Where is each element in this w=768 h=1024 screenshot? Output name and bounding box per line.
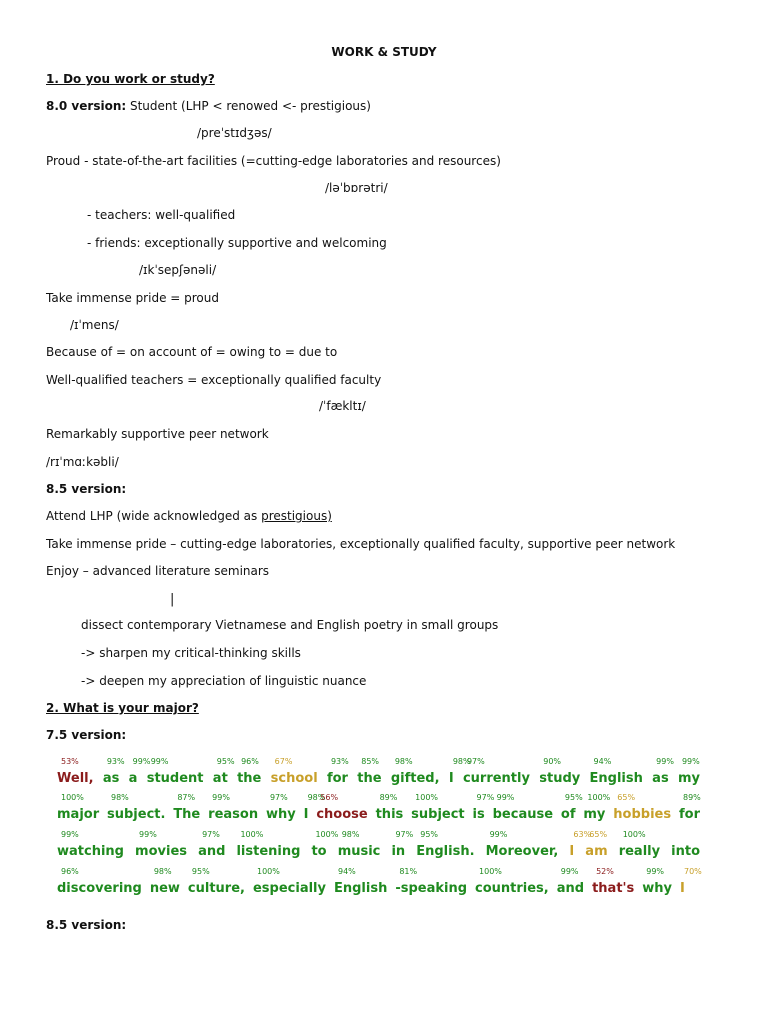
version-80-label: 8.0 version: [46,99,127,113]
scored-word: as [652,771,669,786]
scored-word: the [357,771,382,786]
confidence-percent: 98% [153,867,172,876]
scored-word: of [560,807,576,822]
confidence-percent: 98% [111,793,129,802]
confidence-percent: 99% [681,757,700,766]
ipa-laboratory: /ləˈbɒrətri/ [325,181,388,195]
confidence-percent: 89% [379,793,398,802]
text-cursor-mark: | [170,592,175,607]
scored-word: and [556,881,585,896]
scored-word: why [265,807,296,822]
confidence-percent: 100% [61,793,84,802]
scored-word: countries, [475,881,549,896]
confidence-percent: 99% [496,793,515,802]
confidence-percent: 65% [589,830,608,839]
version-85-label: 8.5 version: [46,482,127,496]
scored-word: this [375,807,404,822]
confidence-percent: 99% [150,757,169,766]
scored-word: am [585,844,608,859]
scored-word: I [679,881,685,896]
confidence-percent: 96% [241,757,259,766]
enjoy-line: Enjoy – advanced literature seminars [46,564,270,578]
proud-line: Proud - state-of-the-art facilities (=cutting-edge laboratories and resources) [46,154,501,168]
version-75-label: 7.5 version: [46,728,127,742]
confidence-percent: 89% [683,793,701,802]
scored-word: I [448,771,454,786]
confidence-percent: 94% [337,867,356,876]
version-85-label-q2: 8.5 version: [46,918,127,932]
scored-word: for [679,807,700,822]
scored-word: currently [462,771,530,786]
confidence-percent: 99% [212,793,230,802]
scored-word: especially [252,881,326,896]
confidence-percent: 85% [361,757,380,766]
scored-word: the [237,771,262,786]
scored-word: music [337,844,381,859]
scored-word: listening [236,844,301,859]
scored-word: -speaking [395,881,468,896]
scored-word: new [149,881,180,896]
confidence-percent: 67% [274,757,293,766]
confidence-percent: 99% [489,830,508,839]
scored-word: and [198,844,226,859]
scored-word: why [642,881,672,896]
scored-word: as [102,771,120,786]
well-qualified-line: Well-qualified teachers = exceptionally qualified faculty [46,373,382,387]
confidence-percent: 81% [399,867,418,876]
confidence-percent: 95% [216,757,235,766]
teachers-line: - teachers: well-qualified [87,208,236,222]
scored-word: is [472,807,485,822]
ipa-faculty: /ˈfækltɪ/ [319,399,366,413]
scored-word: I [303,807,309,822]
confidence-percent: 100% [587,793,611,802]
confidence-percent: 97% [466,757,485,766]
scored-word: hobbies [613,807,672,822]
ipa-immense: /ɪˈmens/ [70,318,119,332]
prestigious-underlined: prestigious) [261,509,332,523]
confidence-percent: 97% [476,793,495,802]
scored-word: for [326,771,348,786]
scored-word: my [677,771,700,786]
scored-word: really [618,844,661,859]
confidence-percent: 98% [341,830,360,839]
confidence-percent: 99% [646,867,665,876]
ipa-prestigious: /preˈstɪdʒəs/ [197,126,272,140]
scored-word: choose [316,807,368,822]
scored-word: English [333,881,388,896]
scored-word: to [311,844,327,859]
confidence-percent: 95% [420,830,439,839]
scored-word: watching [57,844,124,859]
scored-word: school [270,771,318,786]
confidence-percent: 94% [593,757,612,766]
confidence-percent: 87% [177,793,196,802]
confidence-percent: 100% [479,867,502,876]
deepen-line: -> deepen my appreciation of linguistic nuance [81,674,367,688]
scored-word: into [671,844,700,859]
version-80-text: Student (LHP < renowed <- prestigious) [126,99,371,113]
confidence-percent: 65% [617,793,636,802]
confidence-percent: 63% [573,830,592,839]
confidence-percent: 99% [139,830,157,839]
confidence-percent: 100% [256,867,280,876]
take-pride-85-line: Take immense pride – cutting-edge laboratories, exceptionally qualified faculty, supportive peer network [46,537,676,551]
confidence-percent: 96% [61,867,79,876]
sharpen-line: -> sharpen my critical-thinking skills [81,646,301,660]
confidence-percent: 56% [320,793,339,802]
page-title: WORK & STUDY [331,45,437,59]
confidence-percent: 99% [560,867,579,876]
remarkably-line: Remarkably supportive peer network [46,427,269,441]
dissect-line: dissect contemporary Vietnamese and English poetry in small groups [81,618,499,632]
confidence-percent: 99% [656,757,674,766]
confidence-percent: 100% [415,793,439,802]
scored-word: The [173,807,201,822]
scored-word: gifted, [390,771,440,786]
scored-word: my [583,807,606,822]
scored-word: English [589,771,643,786]
scored-word: I [569,844,575,859]
confidence-percent: 52% [596,867,614,876]
scored-word: major [57,807,100,822]
scored-word: Moreover, [485,844,559,859]
attend-text: Attend LHP (wide acknowledged as [46,509,262,523]
scored-word: subject [411,807,465,822]
confidence-percent: 95% [191,867,210,876]
confidence-percent: 99% [61,830,79,839]
confidence-percent: 98% [307,793,326,802]
scored-word: student [146,771,204,786]
scored-word: study [539,771,581,786]
confidence-percent: 70% [683,867,702,876]
scored-word: subject. [107,807,166,822]
confidence-percent: 95% [564,793,583,802]
scored-word: reason [208,807,259,822]
because-line: Because of = on account of = owing to = due to [46,345,338,359]
friends-line: - friends: exceptionally supportive and welcoming [87,236,387,250]
scored-word: that's [592,881,635,896]
scored-word: movies [135,844,187,859]
scored-word: Well, [57,771,94,786]
attend-line [46,509,332,523]
confidence-percent: 97% [202,830,220,839]
confidence-percent: 100% [240,830,264,839]
scored-word: English. [416,844,475,859]
confidence-percent: 97% [269,793,288,802]
confidence-percent: 100% [315,830,339,839]
version-80-line [46,99,371,113]
confidence-percent: 90% [543,757,562,766]
confidence-percent: 98% [394,757,413,766]
scored-word: a [128,771,138,786]
scored-word: discovering [57,881,142,896]
scored-word: in [391,844,406,859]
take-pride-line: Take immense pride = proud [46,291,219,305]
question-1-heading: 1. Do you work or study? [46,72,215,86]
scored-word: culture, [187,881,245,896]
confidence-percent: 53% [61,757,79,766]
ipa-remarkably: /rɪˈmɑːkəbli/ [46,455,119,469]
scored-word: at [212,771,228,786]
ipa-exceptionally: /ɪkˈsepʃənəli/ [139,263,217,277]
confidence-percent: 97% [395,830,414,839]
question-2-heading: 2. What is your major? [46,701,199,715]
confidence-percent: 93% [330,757,349,766]
confidence-percent: 100% [622,830,646,839]
confidence-percent: 98% [452,757,471,766]
scored-word: because [492,807,554,822]
confidence-percent: 99% [132,757,151,766]
confidence-percent: 93% [106,757,125,766]
